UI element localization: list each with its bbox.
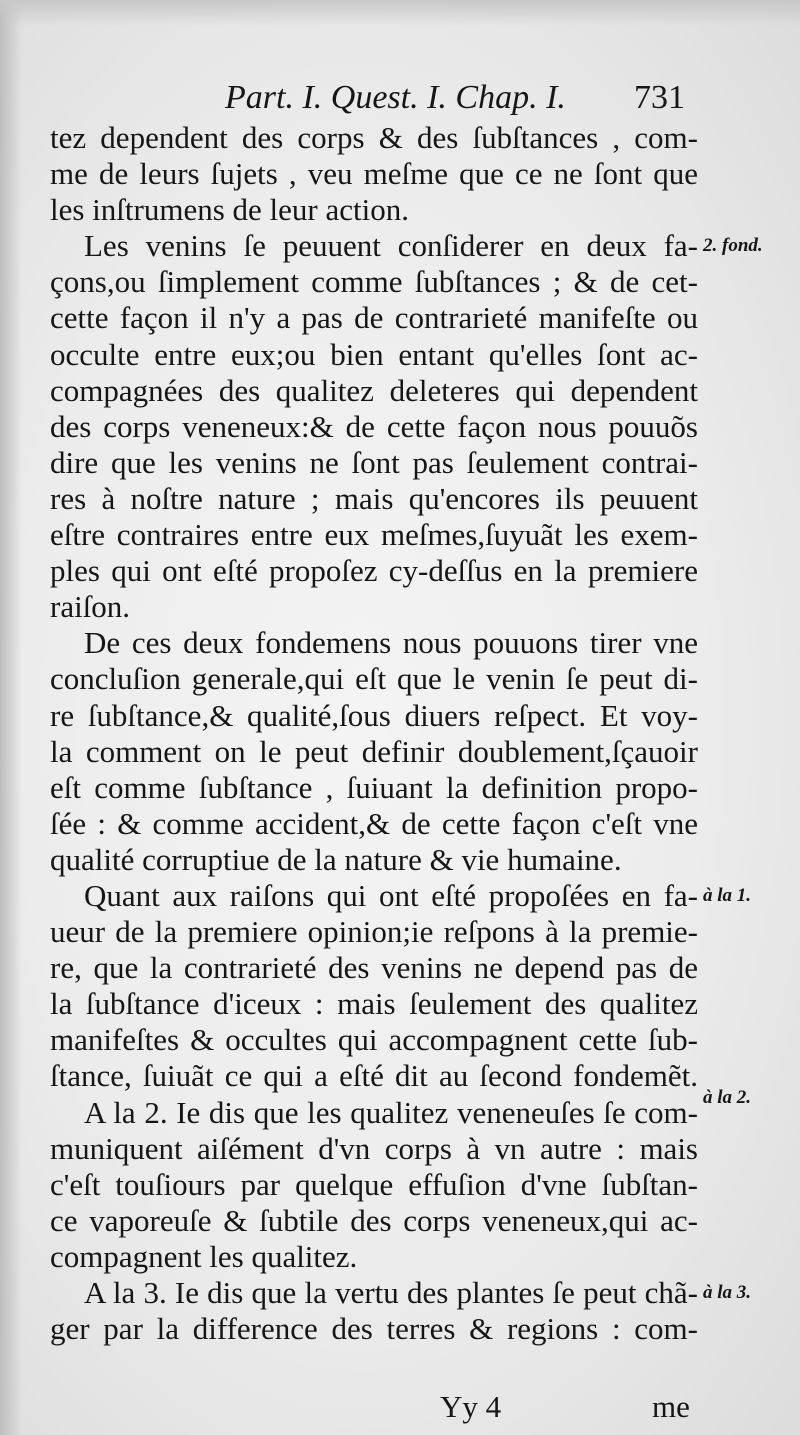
margin-note: à la 2. [703,1087,752,1109]
text-line: ueur de la premiere opinion;ie reſpons à la premie- [50,914,698,950]
margin-note: à la 3. [703,1282,752,1304]
text-line: re ſubſtance,& qualité,ſous diuers reſpect. Et voy- [50,697,698,733]
text-line: cette façon il n'y a pas de contrarieté manifeſte ou [50,300,698,336]
text-line: la comment on le peut definir doublement,ſçauoir [50,733,698,769]
text-line: qualité corruptiue de la nature & vie humaine. [50,841,622,877]
text-line: A la 2. Ie dis que les qualitez veneneuſes ſe com- [84,1094,698,1130]
text-line: muniquent aiſément d'vn corps à vn autre : mais [50,1130,698,1166]
margin-note: 2. fond. [703,235,763,257]
text-line: res à noſtre nature ; mais qu'encores ils peuuent [50,480,698,516]
text-line: çons,ou ſimplement comme ſubſtances ; & de cet- [50,264,698,300]
text-line: ger par la difference des terres & regions : com- [50,1311,698,1347]
text-line: dire que les venins ne ſont pas ſeulement contrai- [50,444,698,480]
text-line: compagnent les qualitez. [50,1238,358,1274]
text-line: re, que la contrarieté des venins ne depend pas de [50,950,698,986]
text-line: ſée : & comme accident,& de cette façon c'eſt vne [50,805,698,841]
text-line: occulte entre eux;ou bien entant qu'elles ſont ac- [50,336,698,372]
page-footer [0,1387,800,1427]
running-head-title: Part. I. Quest. I. Chap. I. [225,79,566,116]
text-line: c'eſt touſiours par quelque effuſion d'vne ſubſtan- [50,1166,698,1202]
text-line: Quant aux raiſons qui ont eſté propoſées en fa- [84,877,698,913]
text-line: concluſion generale,qui eſt que le venin ſe peut di- [50,661,698,697]
text-line: ce vaporeuſe & ſubtile des corps veneneux,qui ac- [50,1202,698,1238]
text-line: compagnées des qualitez deleteres qui dependent [50,372,698,408]
text-line: ſtance, ſuiuãt ce qui a eſté dit au ſecond fondemẽt. [50,1058,698,1094]
text-line: manifeſtes & occultes qui accompagnent cette ſub- [50,1022,698,1058]
text-line: tez dependent des corps & des ſubſtances , com- [50,120,698,155]
page-edge-shadow [0,0,22,1435]
text-line: eſt comme ſubſtance , ſuiuant la definition propo- [50,769,698,805]
text-line: des corps veneneux:& de cette façon nous pouuõs [50,408,698,444]
text-line: les inſtrumens de leur action. [50,192,409,228]
running-head [225,76,685,120]
signature-mark: Yy 4 [440,1389,502,1424]
margin-note: à la 1. [703,885,752,907]
text-line: la ſubſtance d'iceux : mais ſeulement des qualitez [50,986,698,1022]
text-line: ples qui ont eſté propoſez cy-deſſus en la premiere [50,553,698,589]
text-line: A la 3. Ie dis que la vertu des plantes ſe peut chã- [84,1275,698,1310]
text-line: De ces deux fondemens nous pouuons tirer vne [84,625,698,661]
text-line: eſtre contraires entre eux meſmes,ſuyuãt les exem- [50,517,698,553]
body-text [50,120,698,1347]
text-line: raiſon. [50,589,131,625]
text-line: Les venins ſe peuuent conſiderer en deux fa- [84,228,698,264]
text-line: me de leurs ſujets , veu meſme que ce ne ſont que [50,156,698,192]
page-number: 731 [634,79,685,116]
catchword: me [652,1389,690,1424]
page-top-shadow [0,0,800,26]
